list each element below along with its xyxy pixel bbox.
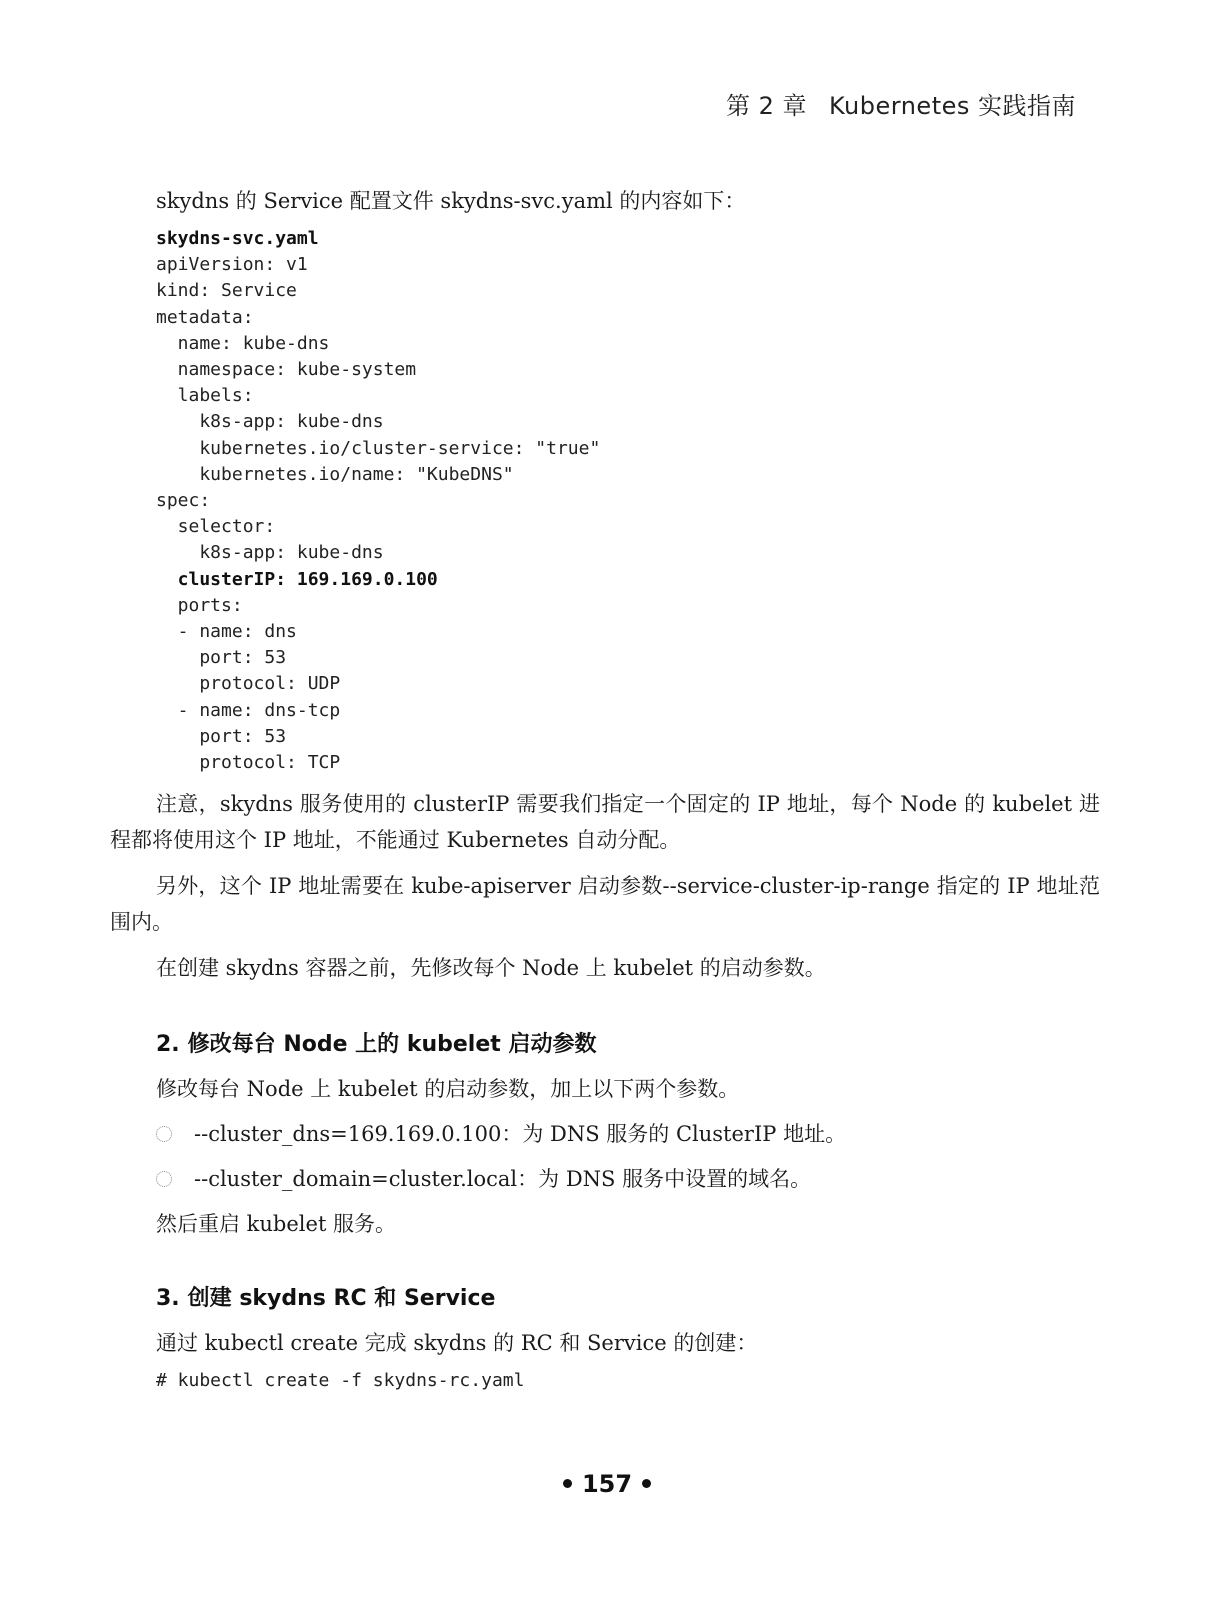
section-3-heading — [156, 1281, 495, 1312]
code-line: port: 53 — [156, 725, 287, 747]
bullet-dot-icon — [563, 1479, 572, 1488]
code-line: metadata: — [156, 306, 254, 328]
cluster-ip-key: clusterIP: — [156, 568, 287, 590]
section-number: 2. — [156, 1032, 180, 1057]
running-header — [726, 86, 1076, 121]
code-line: selector: — [156, 516, 276, 538]
chapter-number: 第 2 章 — [725, 92, 808, 120]
code-line: kubernetes.io/cluster-service: "true" — [156, 437, 601, 459]
bullet-text: --cluster_domain=cluster.local：为 DNS 服务中设置的域名。 — [194, 1167, 812, 1191]
code-line: labels: — [156, 385, 254, 407]
section-2-intro: 修改每台 Node 上 kubelet 的启动参数，加上以下两个参数。 — [156, 1077, 740, 1101]
code-line: name: kube-dns — [156, 332, 330, 354]
intro-paragraph: skydns 的 Service 配置文件 skydns-svc.yaml 的内容如下： — [156, 189, 746, 213]
note-paragraph: 注意，skydns 服务使用的 clusterIP 需要我们指定一个固定的 IP 地址，每个 Node 的 kubelet 进程都将使用这个 IP 地址，不能通过 Kubernetes 自动分配。 — [110, 792, 1100, 852]
restart-paragraph: 然后重启 kubelet 服务。 — [156, 1212, 397, 1236]
code-line: apiVersion: v1 — [156, 254, 308, 276]
before-create-paragraph: 在创建 skydns 容器之前，先修改每个 Node 上 kubelet 的启动参数。 — [156, 956, 826, 980]
bullet-circle-icon — [156, 1171, 172, 1187]
section-title: 修改每台 Node 上的 kubelet 启动参数 — [187, 1032, 597, 1057]
code-line: ports: — [156, 594, 243, 616]
page-number-text: 157 — [581, 1470, 633, 1498]
section-3-intro: 通过 kubectl create 完成 skydns 的 RC 和 Service 的创建： — [156, 1331, 758, 1355]
cluster-ip-value: 169.169.0.100 — [286, 568, 438, 590]
bullet-item — [156, 1161, 811, 1197]
code-line: kubernetes.io/name: "KubeDNS" — [156, 463, 514, 485]
code-line: - name: dns-tcp — [156, 699, 341, 721]
bullet-circle-icon — [156, 1126, 172, 1142]
bullet-item — [156, 1116, 846, 1152]
ip-range-paragraph: 另外，这个 IP 地址需要在 kube-apiserver 启动参数--service-cluster-ip-range 指定的 IP 地址范围内。 — [110, 874, 1100, 934]
section-title: 创建 skydns RC 和 Service — [187, 1286, 496, 1311]
chapter-title: Kubernetes 实践指南 — [829, 92, 1076, 120]
section-2-heading — [156, 1027, 596, 1058]
section-number: 3. — [156, 1286, 180, 1311]
code-filename: skydns-svc.yaml — [156, 228, 319, 249]
code-line: protocol: TCP — [156, 752, 341, 774]
command-line: # kubectl create -f skydns-rc.yaml — [156, 1370, 525, 1391]
code-line: kind: Service — [156, 280, 297, 302]
code-line: - name: dns — [156, 621, 297, 643]
code-line: spec: — [156, 490, 211, 512]
code-line: protocol: UDP — [156, 673, 341, 695]
page-number — [0, 1470, 1214, 1498]
code-line: k8s-app: kube-dns — [156, 542, 384, 564]
yaml-code-block — [156, 226, 600, 776]
bullet-dot-icon — [642, 1479, 651, 1488]
code-line: port: 53 — [156, 647, 287, 669]
bullet-text: --cluster_dns=169.169.0.100：为 DNS 服务的 ClusterIP 地址。 — [194, 1122, 847, 1146]
code-line: namespace: kube-system — [156, 359, 417, 381]
code-line: k8s-app: kube-dns — [156, 411, 384, 433]
